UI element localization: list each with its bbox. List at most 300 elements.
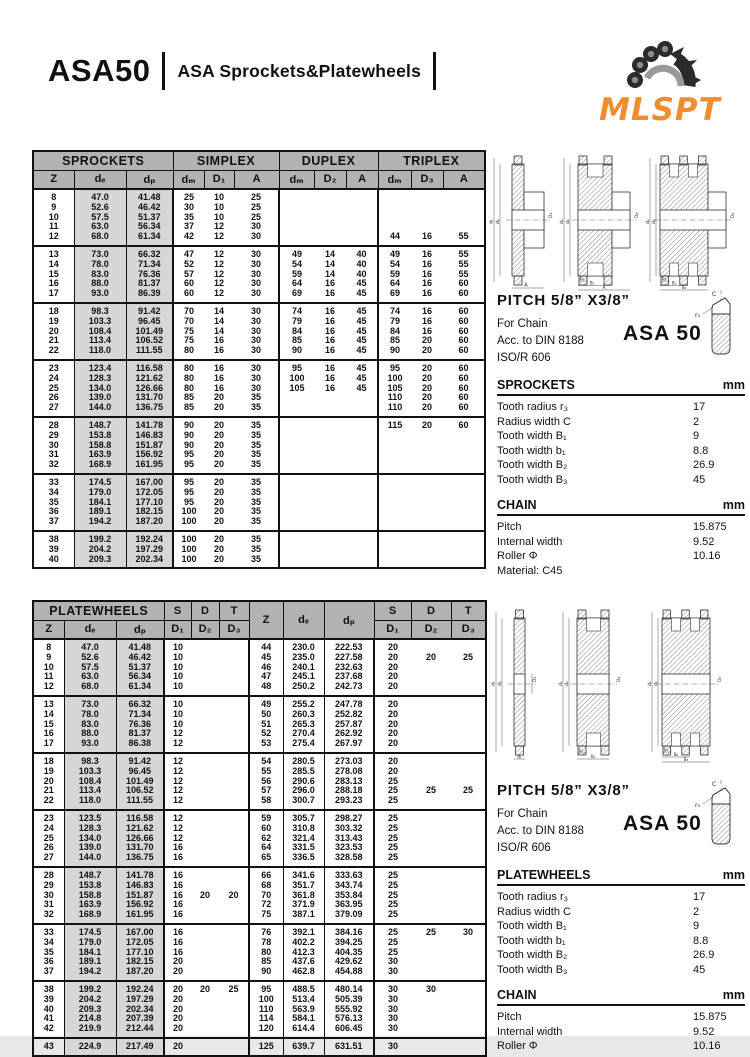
table-cell: 30 [388,1013,399,1024]
row-group [33,639,486,696]
table-cell: 20 [214,402,225,413]
table-cell: 25 [388,812,399,823]
table-cell: 40 [33,1005,64,1015]
table-cell: 30 [234,246,279,260]
col-header: D₁ [204,170,234,189]
table-cell [411,729,451,739]
table-cell: 103.3 [64,767,116,777]
table-cell: 321.4 [283,834,324,844]
table-cell: 16 [173,842,184,853]
table-cell [219,720,249,730]
table-cell: 30 [388,1023,399,1034]
table-cell: 25 [219,981,249,995]
brand-logo-text: MLSPT [599,92,721,128]
table-cell: 118.0 [64,796,116,810]
table-cell: 30 [426,983,437,994]
table-cell: 293.23 [324,796,374,810]
table-cell: 114 [249,1014,283,1024]
table-cell: 60 [458,278,469,289]
table-row [33,474,485,488]
col-header: T [451,601,486,620]
spec-label: Internal width [497,1025,563,1038]
table-cell: 85 [184,392,195,403]
table-cell: 60 [458,335,469,346]
table-cell [191,1014,219,1024]
table-cell: 23 [33,810,64,824]
table-cell: 16 [325,345,336,356]
row-group [33,1038,486,1056]
table-cell: 16 [422,288,433,299]
table-cell: 95 [390,362,401,373]
table-cell: 584.1 [283,1014,324,1024]
table-cell: 54 [390,258,401,269]
table-cell: 57 [184,268,195,279]
table-cell: 18 [33,303,74,317]
table-cell: 95 [184,476,195,487]
table-cell: 25 [234,213,279,223]
table-cell: 202.34 [116,1005,164,1015]
col-header: D₂ [191,620,219,639]
table-cell: 177.10 [126,498,173,508]
table-cell: 68 [249,881,283,891]
table-cell: 98.3 [74,303,126,317]
table-cell [191,710,219,720]
table-cell: 113.4 [74,336,126,346]
table-cell: 33 [33,924,64,938]
table-cell: 75 [249,910,283,924]
table-cell [279,531,314,545]
col-header: A [443,170,485,189]
table-cell [411,1038,451,1056]
table-cell [219,824,249,834]
table-cell: 404.35 [324,948,374,958]
table-cell: 46 [249,663,283,673]
table-cell: 25 [426,926,437,937]
table-cell [191,672,219,682]
table-cell [314,222,346,232]
table-cell: 12 [173,822,184,833]
dim-label-de: dₑ [646,219,651,224]
table-cell: 16 [325,382,336,393]
table-cell [411,555,443,569]
table-cell: 16 [173,889,184,900]
dim-label-b1u: B₁ [517,754,522,759]
spec-section-title: CHAIN [497,498,537,512]
table-cell: 55 [458,268,469,279]
table-cell [219,995,249,1005]
table-cell: 34 [33,938,64,948]
table-cell [411,1014,451,1024]
table-cell [219,753,249,767]
table-cell [219,843,249,853]
table-cell [451,710,486,720]
table-cell: 35 [234,431,279,441]
table-cell: 462.8 [283,967,324,981]
table-cell: 45 [346,303,378,317]
table-cell: 14 [33,710,64,720]
table-cell: 47 [249,672,283,682]
table-cell [191,824,219,834]
table-cell [411,488,443,498]
table-cell: 16 [173,869,184,880]
table-cell: 10 [214,211,225,222]
table-cell: 146.83 [116,881,164,891]
dim-label-a: A [524,282,528,289]
table-cell: 30 [33,891,64,901]
table-cell: 16 [325,278,336,289]
col-header: D₃ [411,170,443,189]
table-cell: 10 [214,201,225,212]
table-cell [378,531,411,545]
table-cell: 95 [184,449,195,460]
table-cell: 106.52 [126,336,173,346]
table-cell: 285.5 [283,767,324,777]
table-cell [411,460,443,474]
table-cell [191,1005,219,1015]
table-cell: 35 [33,948,64,958]
table-cell: 120 [249,1024,283,1038]
table-cell: 12 [173,755,184,766]
spec-value: 2 [693,905,700,918]
table-cell [346,393,378,403]
table-cell: 12 [173,832,184,843]
table-cell: 35 [234,393,279,403]
spec-value: 17 [693,401,706,413]
table-cell [378,488,411,498]
table-cell: 20 [173,1023,184,1034]
table-cell [279,417,314,431]
table-cell: 192.24 [126,531,173,545]
table-cell: 42 [33,1024,64,1038]
table-cell: 64 [292,278,303,289]
table-cell: 20 [214,476,225,487]
table-cell: 25 [388,946,399,957]
table-cell: 217.49 [116,1038,164,1056]
table-cell: 131.70 [116,843,164,853]
table-cell [279,431,314,441]
table-cell: 20 [388,642,399,652]
table-cell [219,653,249,663]
triplex-sprocket-drawing [646,150,746,292]
row-group [33,810,486,867]
spec-value: 17 [693,891,706,903]
table-row [33,653,486,663]
table-cell [219,867,249,881]
table-cell: 55 [458,258,469,269]
table-cell: 19 [33,317,74,327]
table-cell: 199.2 [74,531,126,545]
table-cell [191,900,219,910]
table-cell: 51.37 [126,213,173,223]
table-cell: 153.8 [64,881,116,891]
dim-label-b3: B₃ [681,285,687,290]
table-cell: 148.7 [74,417,126,431]
col-header: dₘ [173,170,204,189]
table-cell: 80 [249,948,283,958]
table-cell: 275.4 [283,739,324,753]
table-cell: 131.70 [126,393,173,403]
page-header [48,52,436,90]
table-cell: 70 [249,891,283,901]
col-header: D [191,601,219,620]
table-cell: 20 [173,1013,184,1024]
table-cell: 20 [422,419,433,430]
table-row [33,1038,486,1056]
table-cell [219,796,249,810]
table-cell: 20 [422,335,433,346]
table-cell: 387.1 [283,910,324,924]
table-cell [451,910,486,924]
tooth-profile-drawing [691,288,745,364]
dim-label-b1: b₁ [580,276,585,281]
table-cell [451,834,486,844]
table-cell: 45 [346,317,378,327]
table-cell [219,672,249,682]
spec-value: 8.8 [693,934,709,947]
table-cell [451,1014,486,1024]
table-cell: 45 [346,360,378,374]
table-cell [411,900,451,910]
table-row [33,517,485,531]
table-cell: 80 [184,345,195,356]
table-cell: 48 [249,682,283,696]
table-cell: 35 [234,488,279,498]
table-cell: 563.9 [283,1005,324,1015]
table-cell: 78.0 [64,710,116,720]
table-cell: 95 [184,496,195,507]
table-cell: 15 [33,720,64,730]
table-cell: 100 [181,533,197,544]
table-cell: 13 [33,696,64,710]
table-cell: 29 [33,431,74,441]
table-cell: 12 [173,738,184,749]
table-cell: 394.25 [324,938,374,948]
table-cell: 20 [388,671,399,682]
table-cell [314,531,346,545]
spec-row [497,520,745,535]
dim-label-dp: dₚ [565,681,570,686]
table-cell: 81.37 [116,729,164,739]
table-cell [378,450,411,460]
table-cell: 80 [184,372,195,383]
spec-row [497,564,745,579]
table-cell: 134.0 [64,834,116,844]
table-cell: 40 [346,260,378,270]
table-cell [451,672,486,682]
spec-section-title: PLATEWHEELS [497,868,591,882]
table-cell [411,810,451,824]
table-cell: 167.00 [126,474,173,488]
table-cell [191,663,219,673]
table-cell: 194.2 [64,967,116,981]
row-group [33,417,485,474]
table-cell [378,203,411,213]
table-cell [411,796,451,810]
table-cell [219,834,249,844]
table-cell: 429.62 [324,957,374,967]
table-cell: 16 [325,305,336,316]
row-group [33,531,485,568]
table-cell: 60 [458,392,469,403]
table-cell: 212.44 [116,1024,164,1038]
table-cell: 16 [173,899,184,910]
table-cell: 16 [325,362,336,373]
table-cell: 47.0 [64,639,116,653]
row-group [33,189,485,246]
spec-rows [497,1010,745,1054]
table-cell [346,232,378,246]
table-cell [443,488,485,498]
table-cell: 60 [458,372,469,383]
table-cell: 17 [33,289,74,303]
table-cell: 265.3 [283,720,324,730]
table-cell: 93.0 [74,289,126,303]
table-cell: 30 [388,1040,399,1051]
table-cell: 20 [388,681,399,692]
table-cell [451,739,486,753]
table-cell [378,507,411,517]
table-cell: 30 [234,384,279,394]
table-cell: 96.45 [116,767,164,777]
table-cell: 237.68 [324,672,374,682]
table-cell: 66 [249,867,283,881]
table-cell: 25 [388,909,399,920]
table-cell: 197.29 [116,995,164,1005]
dim-label-dp: dₚ [566,219,571,224]
table-cell: 47.0 [74,189,126,203]
table-cell: 101.49 [116,777,164,787]
table-cell: 606.45 [324,1024,374,1038]
table-cell [411,957,451,967]
table-cell: 25 [33,384,74,394]
table-cell: 192.24 [116,981,164,995]
col-header: DUPLEX [279,151,378,170]
table-cell: 35 [234,441,279,451]
table-cell: 86.39 [126,289,173,303]
table-cell: 16 [214,335,225,346]
table-cell [346,531,378,545]
table-cell [451,881,486,891]
spec-section-header [497,498,745,516]
table-cell [411,498,443,508]
table-cell: 184.1 [74,498,126,508]
table-cell: 71.34 [126,260,173,270]
table-cell: 343.74 [324,881,374,891]
col-header: dₚ [324,601,374,639]
table-cell [346,555,378,569]
table-cell: 8 [33,189,74,203]
table-cell: 614.4 [283,1024,324,1038]
table-cell: 60 [458,305,469,316]
table-cell: 20 [214,516,225,527]
table-cell: 25 [463,651,474,662]
table-cell [451,938,486,948]
table-cell: 16 [214,382,225,393]
table-cell: 12 [33,232,74,246]
table-cell: 156.92 [126,450,173,460]
table-row [33,346,485,360]
table-cell: 12 [173,775,184,786]
table-cell: 35 [234,474,279,488]
table-cell: 30 [388,993,399,1004]
table-cell: 14 [325,248,336,259]
table-cell: 351.7 [283,881,324,891]
table-cell: 16 [422,248,433,259]
table-cell: 379.09 [324,910,374,924]
table-cell [346,488,378,498]
table-cell: 116.58 [116,810,164,824]
table-cell: 46.42 [126,203,173,213]
table-cell: 113.4 [64,786,116,796]
table-cell: 100 [181,553,197,564]
table-cell: 323.53 [324,843,374,853]
table-cell: 95 [184,459,195,470]
row-group [33,696,486,753]
spec-section-header [497,378,745,396]
table-cell: 25 [388,879,399,890]
dim-label-b2: B₂ [589,280,595,286]
table-cell: 230.0 [283,639,324,653]
spec-section-header [497,868,745,886]
table-cell: 25 [388,852,399,863]
table-row [33,417,485,431]
table-cell [191,995,219,1005]
table-cell [191,720,219,730]
table-cell: 16 [325,325,336,336]
table-cell [279,474,314,488]
table-cell: 16 [214,372,225,383]
table-cell: 252.82 [324,710,374,720]
table-cell: 68.0 [64,682,116,696]
table-cell [451,696,486,710]
table-row [33,810,486,824]
spec-section-header [497,988,745,1006]
spec-label: Radius width C [497,415,571,428]
table-cell [378,460,411,474]
col-header: PLATEWHEELS [33,601,164,620]
table-cell: 60 [458,345,469,356]
table-cell [219,729,249,739]
table-cell [219,948,249,958]
table-cell: 34 [33,488,74,498]
table-cell: 12 [173,785,184,796]
table-cell: 26 [33,843,64,853]
table-cell: 73.0 [64,696,116,710]
col-header: dₘ [378,170,411,189]
table-cell: 25 [388,842,399,853]
table-cell [451,720,486,730]
table-cell [378,441,411,451]
table-cell [411,682,451,696]
table-cell: 488.5 [283,981,324,995]
table-cell: 412.3 [283,948,324,958]
dim-label-c: C [712,291,717,298]
table-cell: 639.7 [283,1038,324,1056]
table-cell [191,834,219,844]
table-row [33,303,485,317]
duplex-platewheel-drawing [557,602,641,764]
table-cell: 83.0 [64,720,116,730]
table-cell: 66.32 [116,696,164,710]
row-group [33,981,486,1038]
table-cell: 12 [173,812,184,823]
dim-label-b1: b₁ [664,747,669,752]
table-row [33,1024,486,1038]
table-cell: 37 [33,517,74,531]
table-cell: 37 [184,221,195,232]
table-cell [279,460,314,474]
table-cell [451,753,486,767]
